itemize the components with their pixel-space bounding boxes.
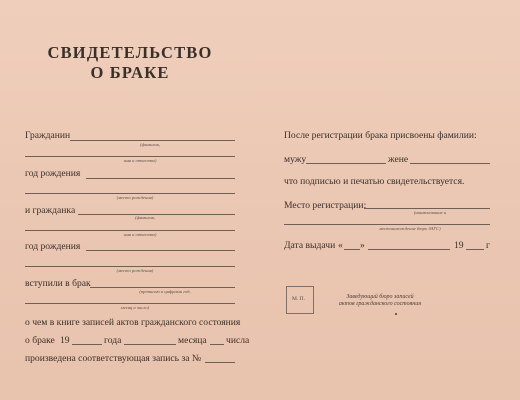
birth-year-line [86, 178, 235, 179]
certificate-title-line1: СВИДЕТЕЛЬСТВО [47, 43, 213, 62]
registry-head-line1: Заведующий бюро записей [346, 294, 414, 300]
wife-label: жене [388, 154, 409, 165]
issue-month-line [368, 249, 450, 250]
certify-text: что подписью и печатью свидетельствуется. [284, 176, 465, 187]
issue-year-line [466, 249, 484, 250]
registration-place-line-2 [284, 224, 490, 225]
husband-surname-line [306, 163, 386, 164]
marriage-date-line-2 [25, 303, 235, 304]
surnames-text: После регистрации брака присвоены фамилии: [284, 130, 477, 141]
year-label: года [104, 335, 122, 346]
citizen-name-line [70, 140, 235, 141]
registration-place-line [364, 208, 490, 209]
caption-office-2: местонахождение бюро ЗАГС) [379, 226, 441, 231]
signature-mark [395, 313, 397, 315]
citizeness-name-line-2 [25, 230, 235, 231]
registry-text: о чем в книге записей актов гражданского состояния [25, 317, 241, 328]
certificate-title-line2: О БРАКЕ [90, 63, 170, 82]
married-label: вступили в брак [25, 278, 91, 289]
birth-year-line-2 [86, 250, 235, 251]
issue-date-quote-close: » [360, 240, 365, 251]
issue-year-19: 19 [454, 240, 464, 251]
record-number-line [205, 362, 235, 363]
stamp-label: М. П. [292, 296, 305, 302]
citizen-label: Гражданин [25, 130, 71, 141]
place-label: Место регистрации: [284, 200, 367, 211]
citizeness-label: и гражданка [25, 205, 76, 216]
birth-year-label: год рождения [25, 168, 81, 179]
caption-surname: (фамилия, [140, 142, 160, 147]
caption-birthplace-2: (место рождения) [116, 268, 154, 273]
issue-date-quote-open: « [338, 240, 343, 251]
registry-head-line2: актов гражданского состояния [338, 301, 422, 307]
record-text: произведена соответствующая запись за № [25, 353, 202, 364]
husband-label: мужу [284, 154, 307, 165]
wife-surname-line [410, 163, 490, 164]
marriage-year-19: 19 [60, 335, 70, 346]
caption-month: месяц и число) [120, 305, 150, 310]
marriage-year-prefix: о браке [25, 335, 55, 346]
marriage-year-line [72, 344, 102, 345]
number-label: числа [226, 335, 250, 346]
marriage-date-line [90, 287, 235, 288]
issue-day-line [344, 249, 360, 250]
caption-date: (прописью и цифрами год, [139, 289, 191, 294]
issue-year-suffix: г [486, 240, 490, 251]
birthplace-line-2 [25, 266, 235, 267]
month-label: месяца [178, 335, 207, 346]
citizen-name-line-2 [25, 156, 235, 157]
marriage-month-line [124, 344, 176, 345]
marriage-day-line [210, 344, 224, 345]
caption-office-1: (наименование и [413, 210, 447, 215]
birth-year-label-2: год рождения [25, 241, 81, 252]
caption-name: имя и отчество) [123, 158, 157, 163]
caption-name-2: имя и отчество) [123, 232, 157, 237]
caption-birthplace: (место рождения) [116, 195, 154, 200]
birthplace-line [25, 193, 235, 194]
issue-date-label: Дата выдачи [284, 240, 336, 251]
caption-surname-2: (фамилия, [135, 215, 155, 220]
